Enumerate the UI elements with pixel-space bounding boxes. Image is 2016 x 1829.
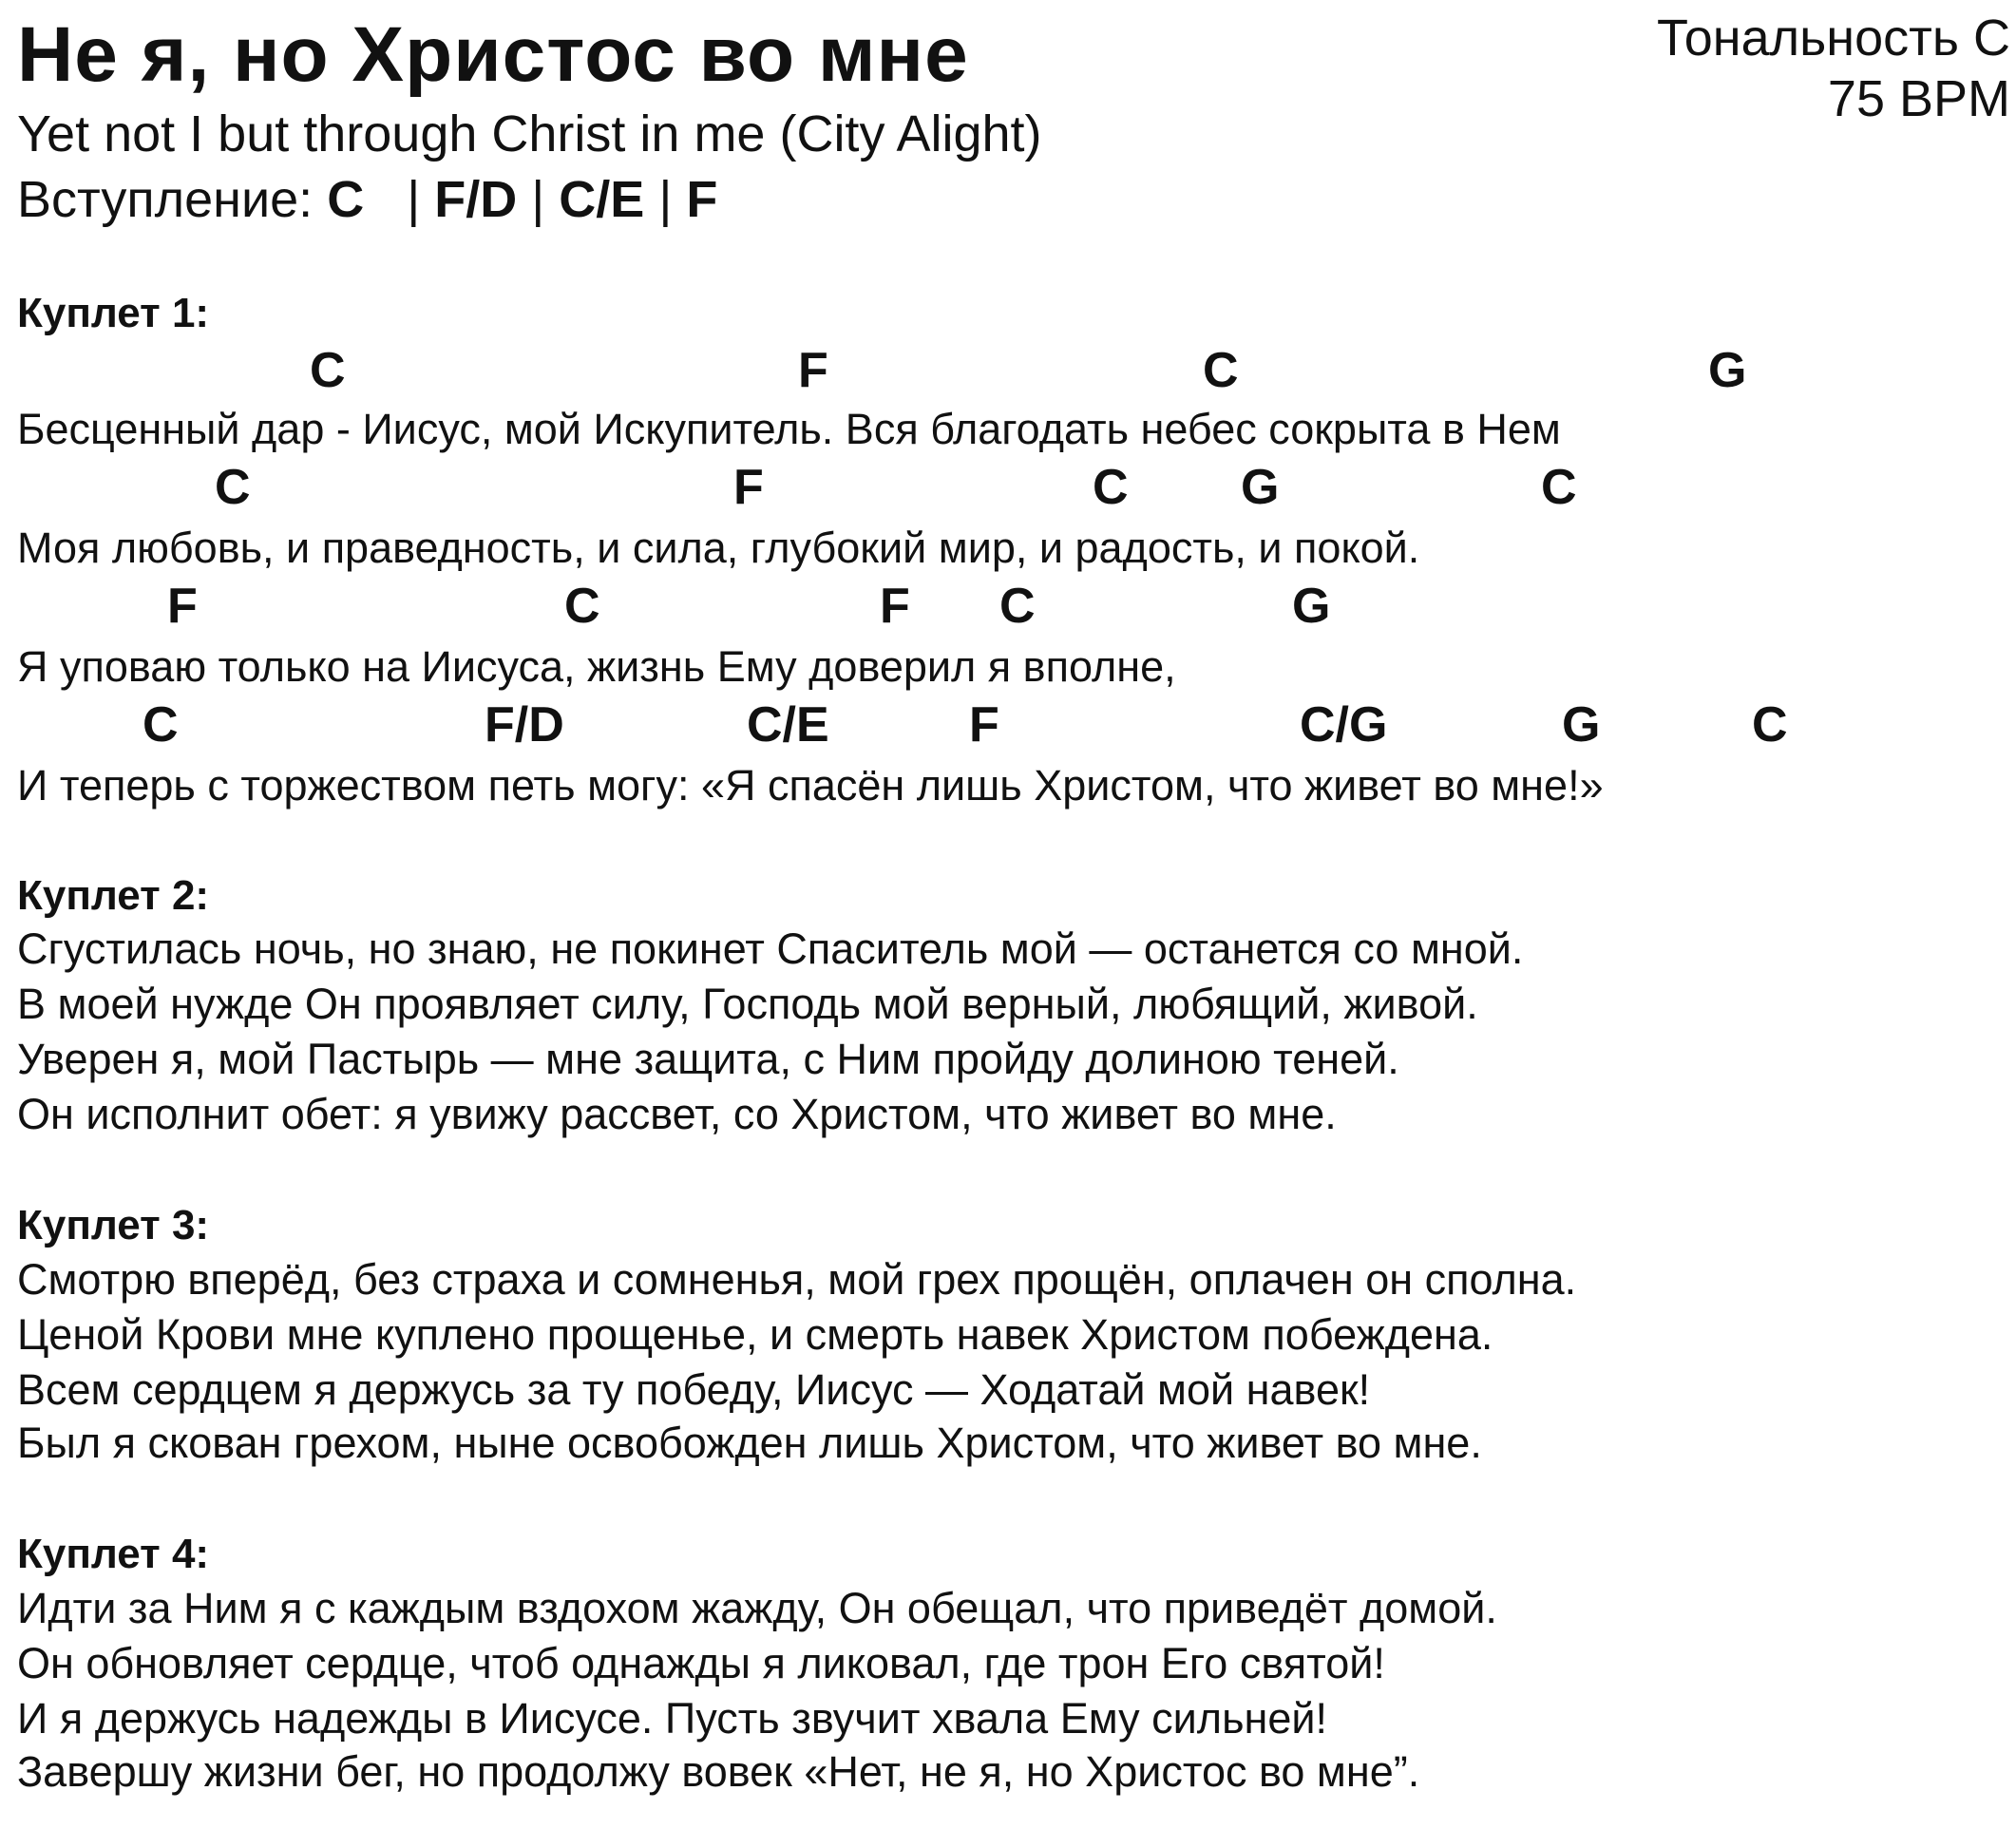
chord: F: [167, 579, 198, 634]
chord: G: [1708, 343, 1747, 398]
chord: C: [143, 697, 179, 753]
intro-separator: |: [531, 171, 560, 228]
intro-chord: C/E: [559, 171, 645, 228]
lyric-line: И я держусь надежды в Иисусе. Пусть звучит хвала Ему сильней!: [17, 1694, 1328, 1743]
lyric-line: Он исполнит обет: я увижу рассвет, со Христом, что живет во мне.: [17, 1090, 1337, 1138]
chord: G: [1241, 460, 1280, 515]
chord: F: [880, 579, 910, 634]
lyric-line: Был я скован грехом, ныне освобожден лишь Христом, что живет во мне.: [17, 1419, 1482, 1467]
chord: C: [310, 343, 346, 398]
lyric-line: Идти за Ним я с каждым вздохом жажду, Он обещал, что приведёт домой.: [17, 1584, 1497, 1632]
intro-line: [17, 166, 717, 233]
chord: F: [798, 343, 828, 398]
intro-chord: F/D: [434, 171, 518, 228]
lyric-line: Моя любовь, и праведность, и сила, глубокий мир, и радость, и покой.: [17, 524, 1420, 572]
chord: C: [1541, 460, 1577, 515]
lyric-line: Бесценный дар - Иисус, мой Искупитель. Вся благодать небес сокрыта в Нем: [17, 405, 1561, 453]
lyric-line: Уверен я, мой Пастырь — мне защита, с Ним пройду долиною теней.: [17, 1035, 1399, 1083]
intro-separator: |: [658, 171, 687, 228]
lyric-line: Он обновляет сердце, чтоб однажды я ликовал, где трон Его святой!: [17, 1639, 1385, 1687]
chord: C: [999, 579, 1036, 634]
verse-3-label: Куплет 3:: [17, 1202, 210, 1248]
intro-chord: F: [686, 171, 718, 228]
song-tempo: 75 BPM: [1827, 70, 2010, 127]
intro-separator: |: [378, 171, 435, 228]
verse-4-label: Куплет 4:: [17, 1531, 210, 1577]
intro-label: Вступление:: [17, 171, 314, 228]
lyric-line: В моей нужде Он проявляет силу, Господь мой верный, любящий, живой.: [17, 980, 1478, 1028]
song-subtitle: Yet not I but through Christ in me (City Alight): [17, 105, 1042, 162]
lyric-line: Смотрю вперёд, без страха и сомненья, мой грех прощён, оплачен он сполна.: [17, 1255, 1577, 1304]
intro-chord: C: [327, 171, 365, 228]
song-meta: [1440, 8, 2010, 129]
verse-2-label: Куплет 2:: [17, 872, 210, 919]
lyric-line: Ценой Крови мне куплено прощенье, и смерть навек Христом побеждена.: [17, 1310, 1493, 1359]
verse-1-label: Куплет 1:: [17, 290, 210, 336]
chord: C/G: [1300, 697, 1388, 753]
lyric-line: Я уповаю только на Иисуса, жизнь Ему доверил я вполне,: [17, 642, 1176, 691]
chord: F: [969, 697, 999, 753]
lyric-line: Всем сердцем я держусь за ту победу, Иисус — Ходатай мой навек!: [17, 1365, 1371, 1414]
chord: C: [1093, 460, 1129, 515]
chord: C: [1752, 697, 1788, 753]
chord: C/E: [747, 697, 829, 753]
chord: F/D: [485, 697, 564, 753]
chord: G: [1292, 579, 1331, 634]
song-title: Не я, но Христос во мне: [17, 11, 969, 98]
chord: F: [733, 460, 764, 515]
chord: G: [1562, 697, 1601, 753]
lyric-line: Сгустилась ночь, но знаю, не покинет Спаситель мой — останется со мной.: [17, 924, 1524, 973]
chord: C: [1203, 343, 1239, 398]
lyric-line: И теперь с торжеством петь могу: «Я спасён лишь Христом, что живет во мне!»: [17, 761, 1604, 810]
lyric-line: Завершу жизни бег, но продолжу вовек «Нет, не я, но Христос во мне”.: [17, 1747, 1420, 1796]
chord: C: [564, 579, 600, 634]
chord: C: [215, 460, 251, 515]
song-key: Тональность C: [1656, 10, 2010, 67]
